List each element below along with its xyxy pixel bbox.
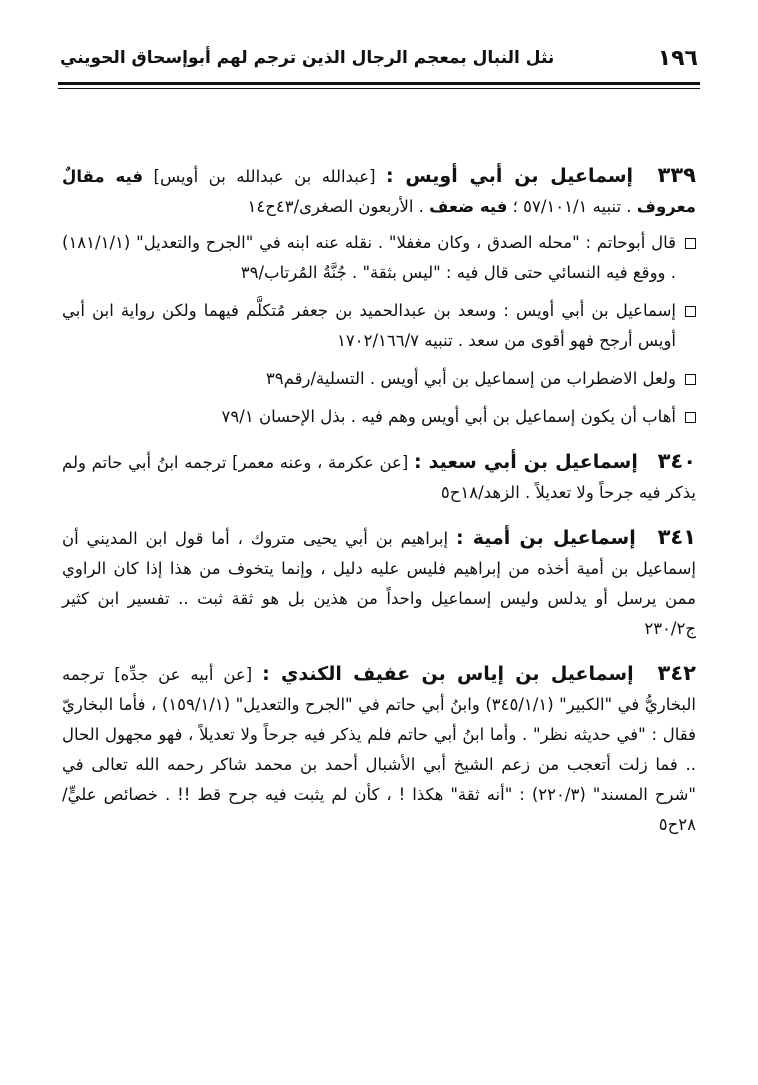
bullet-text: أهاب أن يكون إسماعيل بن أبي أويس وهم فيه . بذل الإحسان ٧٩/١ — [221, 407, 676, 426]
bullet-text: ولعل الاضطراب من إسماعيل بن أبي أويس . التسلية/رقم٣٩ — [265, 369, 676, 388]
entry-name: إسماعيل بن أبي سعيد : — [414, 451, 638, 473]
square-bullet-icon — [685, 306, 696, 317]
entry-341 — [62, 522, 696, 644]
square-bullet-icon — [685, 238, 696, 249]
entry-verdict: فيه مقالٌ معروف — [62, 167, 696, 216]
page-number: ١٩٦ — [657, 45, 698, 71]
entry-paragraph — [62, 446, 696, 508]
entry-paragraph — [62, 522, 696, 644]
entry-paragraph — [62, 160, 696, 222]
entry-340 — [62, 446, 696, 508]
entry-text: [عن أبيه عن جدِّه] ترجمه البخاريُّ في "الكبير" (٣٤٥/١/١) وابنُ أبي حاتم في "الجرح والتعديل" (١٥٩/١/١) ، فأما البخاريّ فقال : "في حديثه نظر" . وأما ابنُ أبي حاتم فلم يذكر فيه جرحاً ولا تعديلاً ، فهو مجهول الحال .. فما زلت أتعجب من زعم الشيخ أبي الأشبال أحمد بن محمد شاكر رحمه الله تعالى في "شرح المسند" (٢٢٠/٣) : "أنه ثقة" هكذا ! ، كأن لم يثبت فيه جرح قط !! . خصائص عليٍّ/٢٨ح٥ — [62, 665, 697, 834]
entry-number: ٣٤١ — [657, 525, 697, 549]
main-content — [62, 160, 696, 854]
page-header — [60, 38, 698, 78]
entry-342 — [62, 658, 696, 840]
bullet-text: إسماعيل بن أبي أويس : وسعد بن عبدالحميد بن جعفر مُتكلَّم فيهما ولكن رواية ابن أبي أويس أرجح فهو أقوى من سعد . تنبيه ١٧٠٢/١٦٦/٧ — [62, 301, 676, 350]
square-bullet-icon — [685, 374, 696, 385]
entry-text: إبراهيم بن أبي يحيى متروك ، أما قول ابن المديني أن إسماعيل بن أمية أخذه من إبراهيم فليس عليه دليل ، وإنما يتخوف من هذا إذا كان الراوي ممن يرسل أو يدلس وليس إسماعيل واحداً من هذين بل هو ثقة ثبت .. تفسير ابن كثير ج٢٣٠/٢ — [62, 529, 696, 638]
entry-number: ٣٣٩ — [657, 163, 696, 187]
bullet-item — [62, 402, 696, 432]
entry-name: إسماعيل بن أبي أويس : — [386, 165, 634, 187]
entry-name: إسماعيل بن أمية : — [455, 527, 636, 549]
running-title: نثل النبال بمعجم الرجال الذين ترجم لهم أبوإسحاق الحويني — [60, 48, 555, 68]
header-rule-thin — [58, 88, 700, 89]
entry-name: إسماعيل بن إياس بن عفيف الكندي : — [262, 663, 634, 685]
entry-verdict: فيه ضعف — [429, 197, 508, 216]
entry-number: ٣٤٢ — [657, 661, 696, 685]
entry-paragraph — [62, 658, 696, 840]
bullet-item — [62, 364, 696, 394]
square-bullet-icon — [685, 412, 696, 423]
entry-text: . الأربعون الصغرى/٤٣ح١٤ — [247, 197, 430, 216]
bullet-item — [62, 228, 696, 288]
entry-text: [عبدالله بن عبدالله بن أويس] — [143, 167, 376, 186]
entry-number: ٣٤٠ — [657, 449, 697, 473]
entry-339 — [62, 160, 696, 432]
bullet-text: قال أبوحاتم : "محله الصدق ، وكان مغفلا" . نقله عنه ابنه في "الجرح والتعديل" (١٨١/١/١) . ووقع فيه النسائي حتى قال فيه : "ليس بثقة" . جُنَّةُ المُرتاب/٣٩ — [62, 233, 676, 282]
bullet-item — [62, 296, 696, 356]
entry-text: [عن عكرمة ، وعنه معمر] ترجمه ابنُ أبي حاتم ولم يذكر فيه جرحاً ولا تعديلاً . الزهد/١٨ح٥ — [62, 453, 696, 502]
header-rule-thick — [58, 82, 700, 85]
entry-text: . تنبيه ٥٧/١٠١/١ ؛ — [507, 197, 637, 216]
